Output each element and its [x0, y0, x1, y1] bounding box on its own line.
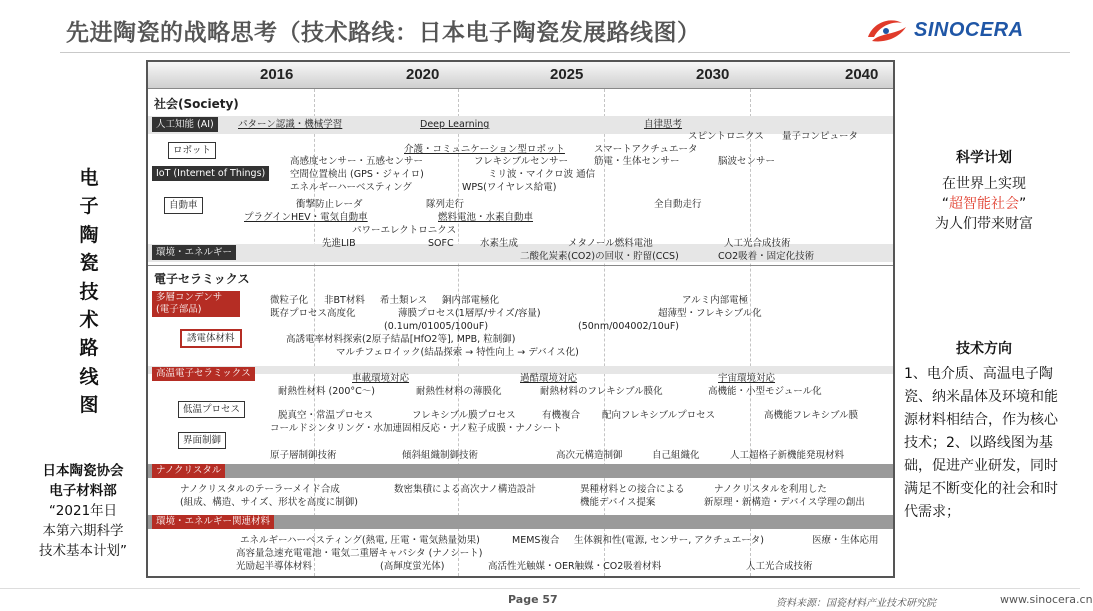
- science-heading: 科学计划: [956, 150, 1012, 166]
- super-smart-society: 超智能社会: [949, 196, 1019, 212]
- science-line: “超智能社会”: [941, 196, 1027, 212]
- nano-band: [148, 464, 893, 478]
- nano-item: 数密集積による高次ナノ構造設計: [394, 484, 536, 495]
- org-line: 技术基本计划”: [39, 543, 127, 559]
- envmat-item: 生体親和性(電源, センサー, アクチュエータ): [574, 535, 764, 546]
- vertical-char: 线: [79, 365, 99, 388]
- envmat-item: 人工光合成技術: [746, 561, 813, 572]
- iot-item: フレキシブルセンサー: [474, 156, 569, 167]
- footer-url[interactable]: www.sinocera.cn: [1000, 593, 1093, 606]
- org-line: “2021年日: [48, 503, 118, 519]
- dielectric-item: 高誘電率材料探索(2原子結晶[HfO2等], MPB, 粒制御): [286, 334, 516, 345]
- env-item: 先進LIB: [322, 238, 356, 249]
- tech-heading: 技术方向: [956, 341, 1012, 357]
- env-item: 水素生成: [480, 238, 519, 249]
- roadmap-diagram: [146, 60, 895, 578]
- interface-item: 高次元構造制御: [556, 450, 623, 461]
- hightemp-item: 耐熱性材料の薄膜化: [416, 386, 502, 397]
- iot-item: ミリ波・マイクロ波 通信: [488, 169, 596, 180]
- ceramics-heading: 電子セラミックス: [154, 272, 250, 286]
- envmat-item: 高活性光触媒・OER触媒・CO2吸着材料: [488, 561, 662, 572]
- car-item: プラグインHEV・電気自動車: [244, 212, 368, 223]
- car-item: 全自動走行: [654, 199, 702, 210]
- society-heading: 社会(Society): [154, 97, 239, 111]
- interface-item: 原子層制御技術: [270, 450, 337, 461]
- envmat-item: MEMS複合: [512, 535, 560, 546]
- lowtemp-item: 高機能フレキシブル膜: [764, 410, 859, 421]
- lowtemp-item: 脱真空・常温プロセス: [278, 410, 374, 421]
- car-item: 隊列走行: [426, 199, 465, 210]
- lowtemp-item: コールドシンタリング・水加連固相反応・ナノ粒子成膜・ナノシート: [270, 423, 562, 434]
- hightemp-item: 耐熱材料のフレキシブル膜化: [540, 386, 663, 397]
- iot-item: 高感度センサー・五感センサー: [290, 156, 424, 167]
- org-line: 电子材料部: [49, 483, 117, 499]
- lowtemp-item: フレキシブル膜プロセス: [412, 410, 516, 421]
- mlcc-item: 既存プロセス高度化: [270, 308, 356, 319]
- hightemp-item: 宇宙環境対応: [718, 373, 776, 384]
- nano-item: 新原理・新構造・デバイス学理の創出: [704, 497, 865, 508]
- interface-item: 自己組織化: [652, 450, 700, 461]
- robot-item: スマートアクチュエータ: [594, 144, 698, 155]
- envmat-item: (高輝度蛍光体): [380, 561, 445, 572]
- ai-label: 人工知能 (AI): [152, 117, 218, 132]
- year-bar: [148, 62, 893, 89]
- envmat-item: 医療・生体応用: [812, 535, 879, 546]
- iot-item: エネルギーハーベスティング: [290, 182, 412, 193]
- hightemp-item: 高機能・小型モジュール化: [708, 386, 822, 397]
- footer-divider: [0, 588, 1080, 589]
- mlcc-item: 希土類レス: [380, 295, 428, 306]
- org-line: 日本陶瓷协会: [42, 463, 124, 479]
- nano-item: 機能デバイス提案: [580, 497, 656, 508]
- vertical-char: 瓷: [79, 252, 99, 275]
- env-item: SOFC: [428, 238, 454, 249]
- year-label: 2040: [845, 66, 879, 83]
- mlcc-item: (50nm/004002/10uF): [578, 321, 680, 332]
- lowtemp-item: 有機複合: [542, 410, 581, 421]
- mlcc-item: 銅内部電極化: [442, 295, 500, 306]
- interface-item: 人工超格子新機能発現材料: [730, 450, 845, 461]
- org-line: 本第六期科学: [42, 523, 124, 539]
- mlcc-label: 多層コンデンサ (電子部品): [152, 291, 240, 317]
- iot-item: 脳波センサー: [718, 156, 776, 167]
- interface-item: 傾斜組織制御技術: [402, 450, 479, 461]
- dielectric-label: 誘電体材料: [180, 329, 242, 348]
- nano-item: (組成、構造、サイズ、形状を高度に制御): [180, 497, 358, 508]
- hightemp-item: 耐熱性材料 (200°C〜): [278, 386, 375, 397]
- tech-body: 1、电介质、高温电子陶瓷、纳米晶体及环境和能源材料相结合，作为核心技术；2、以路线图为基础，促进产业研发，同时满足不断变化的社会和时代需求；: [904, 366, 1058, 520]
- env-item: 人工光合成技術: [724, 238, 791, 249]
- hightemp-item: 過酷環境対応: [520, 373, 578, 384]
- year-label: 2020: [406, 66, 440, 83]
- title-divider: [60, 52, 1070, 53]
- vertical-char: 子: [79, 195, 99, 218]
- year-label: 2025: [550, 66, 584, 83]
- page-number: Page 57: [508, 593, 558, 606]
- vertical-title: [72, 164, 106, 420]
- car-item: 衝撃防止レーダ: [296, 199, 363, 210]
- ai-item: 自律思考: [644, 119, 683, 130]
- lowtemp-label: 低温プロセス: [178, 401, 245, 418]
- env-item: CO2吸着・固定化技術: [718, 251, 815, 262]
- lowtemp-item: 配向フレキシブルプロセス: [602, 410, 716, 421]
- nano-item: ナノクリスタルを利用した: [714, 484, 827, 495]
- science-line: 在世界上实现: [942, 176, 1026, 192]
- vertical-char: 图: [79, 394, 99, 417]
- iot-item: 空間位置検出 (GPS・ジャイロ): [290, 169, 424, 180]
- robot-label: ロボット: [168, 142, 216, 159]
- ai-item: パターン認識・機械学習: [238, 119, 343, 130]
- env-item: 二酸化炭素(CO2)の回収・貯留(CCS): [520, 251, 679, 262]
- source-note: 资料来源：国瓷材料产业技术研究院: [776, 598, 936, 609]
- year-label: 2016: [260, 66, 294, 83]
- envmat-item: 光励起半導体材料: [236, 561, 313, 572]
- mlcc-item: 非BT材料: [324, 295, 365, 306]
- car-item: パワーエレクトロニクス: [352, 225, 457, 236]
- nano-item: 異種材料との接合による: [580, 484, 685, 495]
- vertical-char: 术: [79, 309, 99, 332]
- nano-label: ナノクリスタル: [152, 464, 225, 478]
- sinocera-logo-icon: [862, 13, 910, 47]
- iot-label: IoT (Internet of Things): [152, 166, 269, 181]
- hightemp-label: 高温電子セラミックス: [152, 367, 255, 381]
- robot-item: 介護・コミュニケーション型ロボット: [404, 144, 565, 155]
- mlcc-item: 薄膜プロセス(1層厚/サイズ/容量): [398, 308, 541, 319]
- science-plan: [906, 148, 1062, 234]
- envmat-item: 高容量急速充電電池・電気二重層キャパシタ (ナノシート): [236, 548, 483, 559]
- vertical-char: 陶: [79, 223, 99, 246]
- envmat-item: エネルギーハーベスティング(熱電, 圧電・電気熱量効果): [240, 535, 480, 546]
- nano-item: ナノクリスタルのテーラーメイド合成: [180, 484, 340, 495]
- envmat-label: 環境・エネルギー関連材料: [152, 515, 274, 529]
- vertical-char: 路: [79, 337, 99, 360]
- year-label: 2030: [696, 66, 730, 83]
- logo-text: SINOCERA: [914, 18, 1024, 41]
- science-line: 为人们带来财富: [935, 216, 1033, 232]
- vertical-char: 技: [79, 280, 99, 303]
- interface-label: 界面制御: [178, 432, 226, 449]
- mlcc-item: 超薄型・フレキシブル化: [658, 308, 762, 319]
- iot-item: 筋電・生体センサー: [594, 156, 680, 167]
- vertical-char: 电: [79, 167, 99, 189]
- car-label: 自動車: [164, 197, 203, 214]
- iot-item: WPS(ワイヤレス給電): [462, 182, 557, 193]
- page-title: 先进陶瓷的战略思考（技术路线：日本电子陶瓷发展路线图）: [66, 20, 701, 46]
- tech-direction: [904, 339, 1064, 524]
- env-item: メタノール燃料電池: [568, 238, 653, 249]
- mlcc-item: アルミ内部電極: [682, 295, 749, 306]
- ai-item: Deep Learning: [420, 119, 490, 130]
- section-divider: [148, 265, 893, 266]
- car-item: 燃料電池・水素自動車: [438, 212, 534, 223]
- mlcc-item: 微粒子化: [270, 295, 309, 306]
- company-logo: [862, 10, 1052, 50]
- hightemp-item: 車載環境対応: [352, 373, 410, 384]
- org-caption: [22, 461, 144, 561]
- env-label: 環境・エネルギー: [152, 245, 236, 260]
- dielectric-item: マルチフェロイック(結晶探索 → 特性向上 → デバイス化): [336, 347, 579, 358]
- mlcc-item: (0.1um/01005/100uF): [384, 321, 489, 332]
- ai-item: 量子コンピュータ: [782, 131, 859, 142]
- ai-item: スピントロニクス: [688, 131, 764, 142]
